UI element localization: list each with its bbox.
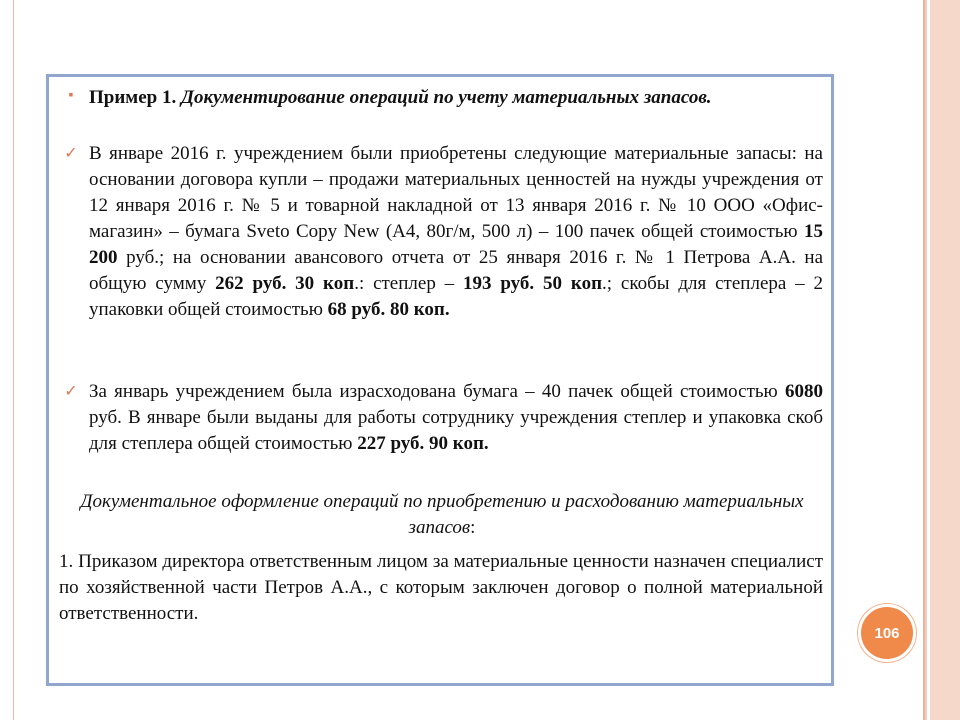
example-heading <box>68 85 823 111</box>
para1-amount-total: 262 руб. 30 коп <box>215 273 355 294</box>
square-bullet-icon: ▪ <box>68 88 74 103</box>
para1-amount-paper: 15 200 <box>89 221 823 268</box>
para1-text-3: .: степлер – <box>354 273 464 294</box>
checkmark-bullet-icon: ✓ <box>64 145 78 162</box>
doc-heading-text: Документальное оформление операций по приобретению и расходованию материальных запасов <box>80 491 804 538</box>
slide-frame-left <box>0 0 14 720</box>
para1-amount-stapler: 193 руб. 50 коп <box>463 273 603 294</box>
para2-amount-issued: 227 руб. 90 коп. <box>357 433 489 454</box>
checkmark-bullet-icon: ✓ <box>64 383 78 400</box>
para2-text-1: За январь учреждением была израсходована бумага – 40 пачек общей стоимостью <box>89 381 785 402</box>
para2-amount-paper: 6080 <box>785 381 823 402</box>
example-label: Пример 1. <box>89 87 177 108</box>
paragraph-consumption <box>64 379 823 457</box>
doc-heading-colon: : <box>470 517 476 538</box>
page-number: 106 <box>874 624 900 642</box>
para1-text-1: В январе 2016 г. учреждением были приобретены следующие материальные запасы: на основании договора купли – продажи материальных ценностей на нужды учреждения от 12 января 2016 г. № 5 и товарной накладной от 13 января 2016 г. № 10 ООО «Офис-магазин» – бумага Sveto Copy New (А4, 80г/м, 500 л) – 100 пачек общей стоимостью <box>89 143 823 242</box>
para2-text-2: руб. В январе были выданы для работы сотруднику учреждения степлер и упаковка скоб для степлера общей стоимостью <box>89 407 823 454</box>
example-title: Документирование операций по учету материальных запасов. <box>181 87 712 108</box>
para1-amount-staples: 68 руб. 80 коп. <box>327 299 450 320</box>
para1-text-4: .; скобы для степлера – 2 упаковки общей стоимостью <box>89 273 824 320</box>
para1-text-2: руб.; на основании авансового отчета от 25 января 2016 г. № 1 Петрова А.А. на общую сумму <box>89 247 823 294</box>
content-box <box>46 74 834 686</box>
page-number-badge <box>858 604 916 662</box>
slide-frame-right <box>918 0 960 720</box>
list-item-1 <box>59 549 823 627</box>
list-item-1-text: 1. Приказом директора ответственным лицом за материальные ценности назначен специалист по хозяйственной части Петров А.А., с которым заключен договор о полной материальной ответственности. <box>59 551 823 624</box>
paragraph-purchases <box>64 141 824 323</box>
doc-heading <box>59 489 825 541</box>
frame-stripe <box>923 0 925 720</box>
